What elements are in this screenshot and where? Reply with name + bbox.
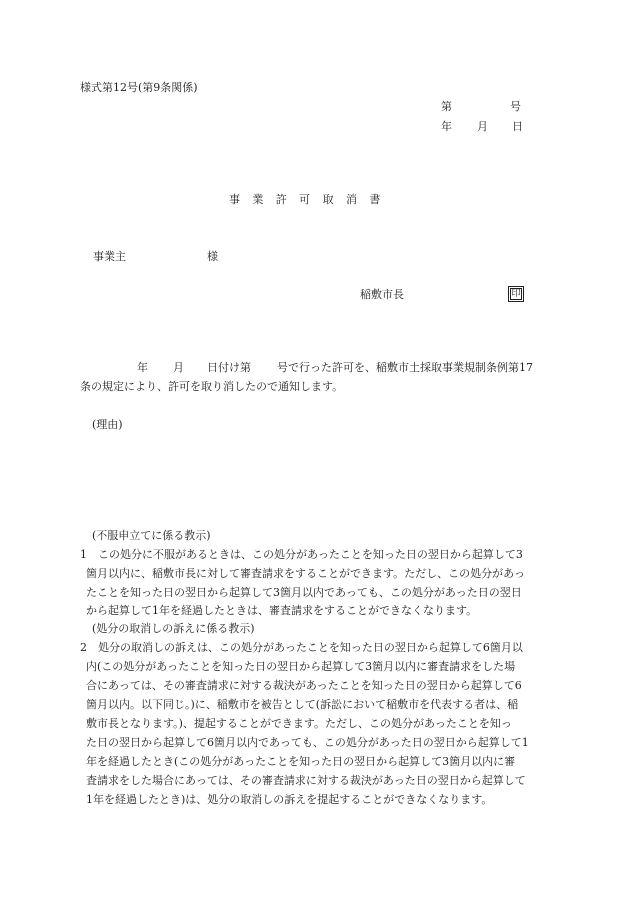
title-char: 許: [275, 193, 287, 206]
item1-line: たことを知った日の翌日から起算して3箇月以内であっても、この処分があった日の翌日: [86, 586, 522, 599]
objection-heading: (不服申立てに係る教示): [92, 529, 211, 542]
recipient-label: 事業主: [93, 250, 126, 263]
body-month: 月: [173, 361, 184, 374]
item2-line: 年を経過したとき(この処分があったことを知った日の翌日から起算して3箇月以内に審: [86, 755, 516, 768]
body-text-line2: 条の規定により、許可を取り消したので通知します。: [80, 380, 344, 393]
item2-line: 2 処分の取消しの訴えは、この処分があったことを知った日の翌日から起算して6箇月以: [80, 641, 523, 654]
date-year: 年: [441, 120, 452, 133]
item2-line: 敷市長となります。)、提起することができます。ただし、この処分があったことを知っ: [86, 717, 512, 730]
item1-line: から起算して1年を経過したときは、審査請求をすることができなくなります。: [86, 604, 478, 617]
document-number-prefix: 第: [441, 100, 452, 113]
title-char: 取: [322, 193, 334, 206]
form-number-label: 様式第12号(第9条関係): [80, 81, 198, 94]
title-char: 事: [229, 193, 240, 206]
date-day: 日: [512, 120, 523, 133]
recipient-honorific: 様: [207, 250, 218, 263]
item2-line: 内(この処分があったことを知った日の翌日から起算して3箇月以内に審査請求をした場: [86, 660, 516, 673]
item2-line: 合にあっては、その審査請求に対する裁決があったことを知った日の翌日から起算して6: [86, 679, 522, 692]
item2-line: 査請求をした場合にあっては、その審査請求に対する裁決があった日の翌日から起算して: [86, 774, 526, 787]
seal-mark: 印: [511, 288, 521, 299]
item2-line: た日の翌日から起算して6箇月以内であっても、この処分があった日の翌日から起算して1: [86, 736, 529, 749]
seal-stamp: [508, 286, 524, 302]
item1-line: 1 この処分に不服があるときは、この処分があったことを知った日の翌日から起算して3: [80, 548, 523, 561]
title-char: 消: [345, 193, 357, 206]
item2-line: 1年を経過したとき)は、処分の取消しの訴えを提起することができなくなります。: [86, 793, 493, 806]
body-text-line1: 号で行った許可を、稲敷市土採取事業規制条例第17: [277, 361, 533, 374]
document-number-suffix: 号: [510, 100, 521, 113]
reason-label: (理由): [92, 418, 123, 431]
issuer-name: 稲敷市長: [360, 288, 404, 301]
title-char: 業: [252, 193, 264, 206]
body-year: 年: [137, 361, 148, 374]
title-char: 書: [369, 193, 381, 206]
document-title: [229, 194, 393, 205]
title-char: 可: [299, 193, 311, 206]
body-date-part: 日付け第: [207, 361, 251, 374]
lawsuit-heading: (処分の取消しの訴えに係る教示): [92, 622, 255, 635]
date-month: 月: [477, 120, 488, 133]
item2-line: 箇月以内。以下同じ。)に、稲敷市を被告として(訴訟において稲敷市を代表する者は、稲: [86, 698, 519, 711]
item1-line: 箇月以内に、稲敷市長に対して審査請求をすることができます。ただし、この処分があっ: [86, 567, 526, 580]
